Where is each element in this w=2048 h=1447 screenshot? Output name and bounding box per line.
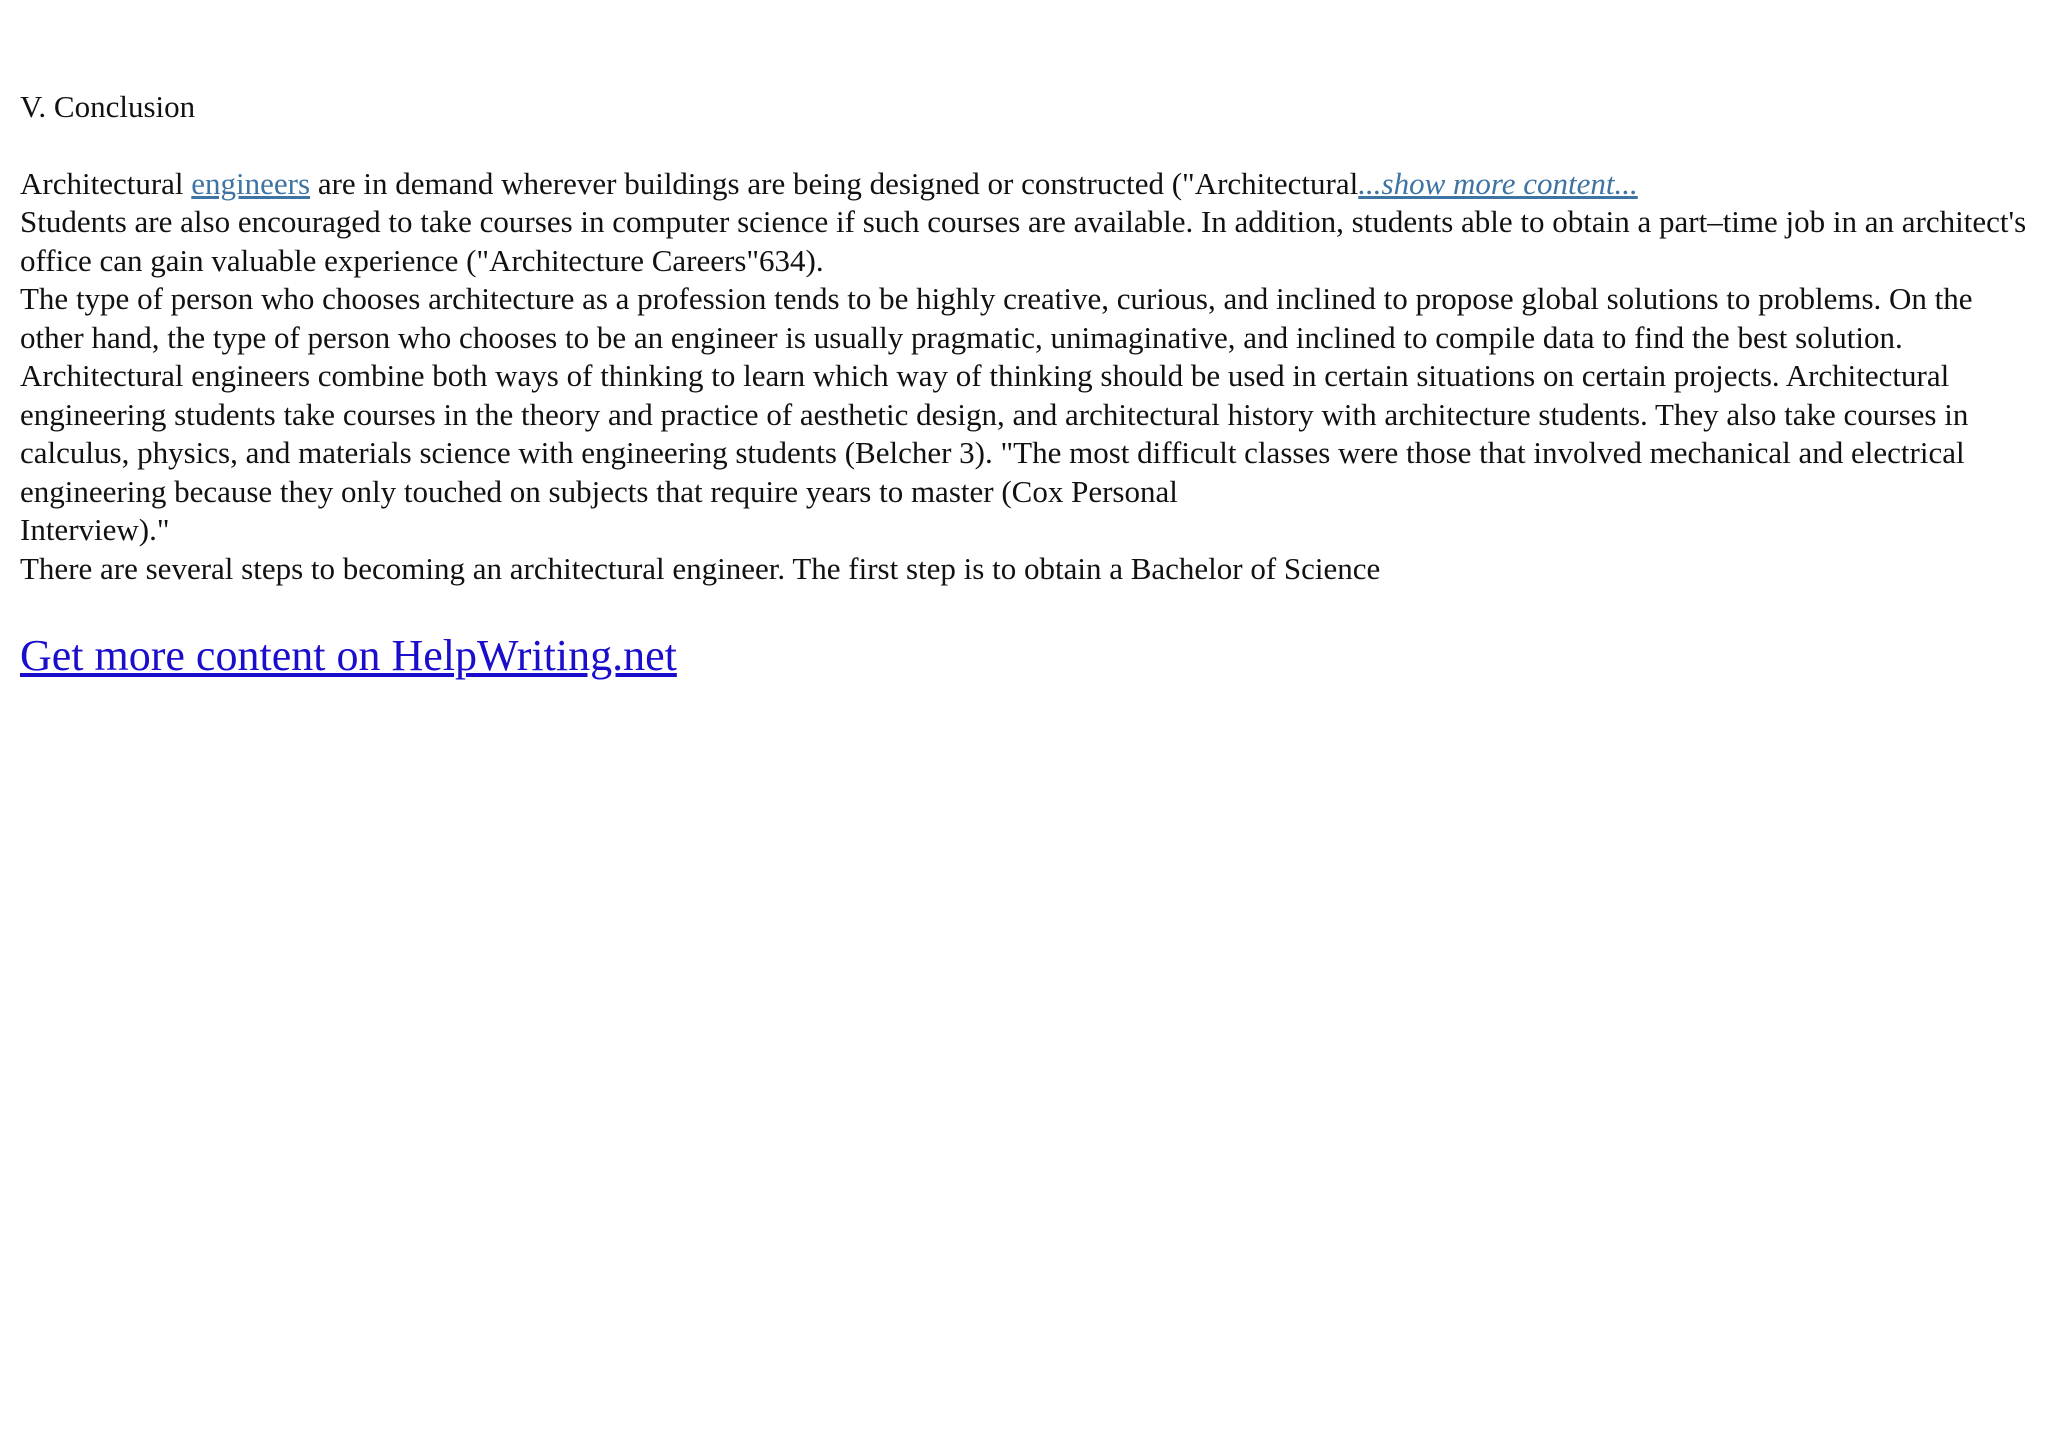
intro-text-before: Architectural [20,165,192,201]
show-more-content-link[interactable]: ...show more content... [1358,165,1638,201]
paragraph-person-types: The type of person who chooses architecture as a profession tends to be highly creative, curious, and inclined to propose global solutions to problems. On the other hand, the type of person who chooses to be an engineer is usually pragmatic, unimaginative, and inclined to compile data to find the best solution. Architectural engineers combine both ways of thinking to learn which way of thinking should be used in certain situations on certain projects. Architectural engineering students take courses in the theory and practice of aesthetic design, and architectural history with architecture students. They also take courses in calculus, physics, and materials science with engineering students (Belcher 3). "The most difficult classes were those that involved mechanical and electrical engineering because they only touched on subjects that require years to master (Cox Personal [20,281,1973,509]
paragraph-coursework: Students are also encouraged to take courses in computer science if such courses are available. In addition, students able to obtain a part–time job in an architect's office can gain valuable experience ("Architecture Careers"634). [20,204,2027,278]
document-body [20,88,2030,588]
engineers-link[interactable]: engineers [191,165,311,201]
paragraph-steps: There are several steps to becoming an architectural engineer. The first step is to obtain a Bachelor of Science [20,550,1381,586]
section-heading: V. Conclusion [20,89,196,124]
intro-text-after: are in demand wherever buildings are being designed or constructed ("Architectural [310,165,1359,201]
paragraph-interview-end: Interview)." [20,512,170,547]
intro-paragraph [20,165,2030,204]
helpwriting-link[interactable]: Get more content on HelpWriting.net [20,631,677,680]
